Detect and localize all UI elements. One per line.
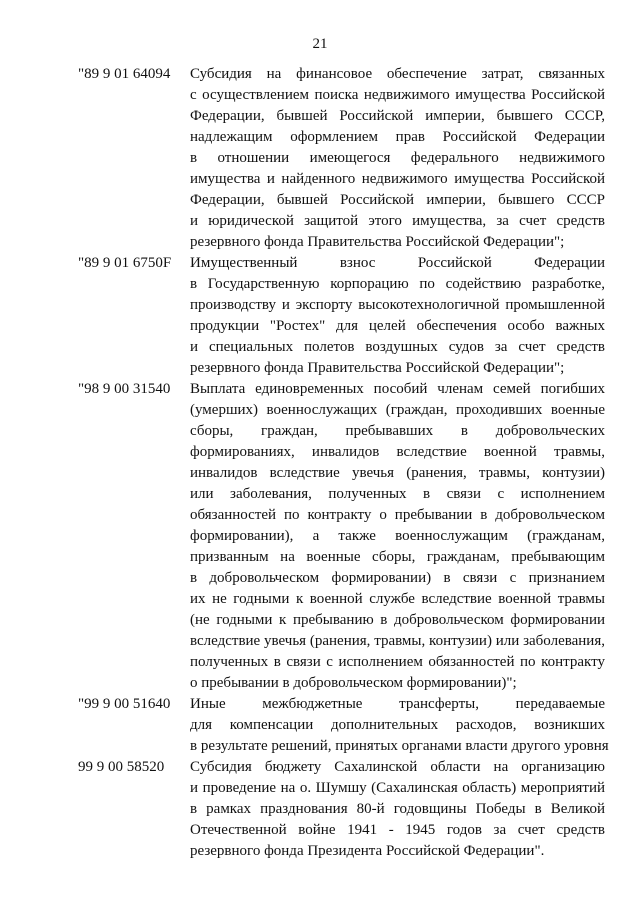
description-line: в результате решений, принятых органами власти другого уровня [190, 738, 609, 754]
page-number: 21 [312, 36, 328, 52]
budget-description [190, 253, 605, 379]
description-line: вследствие увечья (ранения, травмы, контузии) или заболевания, [190, 633, 605, 649]
description-line: или заболевания, полученных в связи с исполнением [190, 486, 605, 502]
budget-code: "89 9 01 64094 [78, 66, 171, 82]
description-line: в отношении имеющегося федерального недвижимого [190, 150, 605, 166]
description-line: в рамках празднования 80-й годовщины Победы в Великой [190, 801, 605, 817]
description-line: обязанностей по контракту о пребывании в добровольческом [190, 507, 605, 523]
budget-entry [78, 694, 610, 757]
description-line: резервного фонда Президента Российской Федерации". [190, 843, 545, 859]
budget-entry [78, 64, 610, 253]
description-line: с осуществлением поиска недвижимого имущества Российской [190, 87, 605, 103]
description-line: резервного фонда Правительства Российской Федерации"; [190, 234, 565, 250]
budget-description [190, 64, 605, 253]
description-line: и проведение на о. Шумшу (Сахалинская область) мероприятий [190, 780, 605, 796]
description-line: в Государственную корпорацию по содействию разработке, [190, 276, 605, 292]
description-line: их не годными к военной службе вследствие военной травмы [190, 591, 605, 607]
budget-entry [78, 253, 610, 379]
description-line: продукции "Ростех" для целей обеспечения особо важных [190, 318, 605, 334]
description-line: и специальных полетов воздушных судов за счет средств [190, 339, 605, 355]
description-line: Субсидия на финансовое обеспечение затрат, связанных [190, 66, 605, 82]
budget-entry [78, 757, 610, 862]
description-line: формировании), а также военнослужащим (гражданам, [190, 528, 605, 544]
description-line: Субсидия бюджету Сахалинской области на организацию [190, 759, 605, 775]
budget-description [190, 757, 605, 862]
description-line: призванным на военные сборы, гражданам, пребывающим [190, 549, 605, 565]
description-line: Федерации, бывшей Российской империи, бывшего СССР, [190, 108, 605, 124]
description-line: сборы, граждан, пребывавших в добровольческих [190, 423, 605, 439]
description-line: Иные межбюджетные трансферты, передаваемые [190, 696, 605, 712]
description-line: Федерации, бывшей Российской империи, бывшего СССР [190, 192, 605, 208]
budget-code: "99 9 00 51640 [78, 696, 171, 712]
budget-code-list [78, 64, 610, 862]
description-line: полученных в связи с исполнением обязанностей по контракту [190, 654, 605, 670]
description-line: (умерших) военнослужащих (граждан, проходивших военные [190, 402, 605, 418]
budget-code: "89 9 01 6750F [78, 255, 172, 271]
description-line: о пребывании в добровольческом формировании)"; [190, 675, 517, 691]
description-line: для компенсации дополнительных расходов, возникших [190, 717, 605, 733]
description-line: инвалидов вследствие увечья (ранения, травмы, контузии) [190, 465, 605, 481]
description-line: и юридической защитой этого имущества, за счет средств [190, 213, 605, 229]
description-line: Выплата единовременных пособий членам семей погибших [190, 381, 605, 397]
description-line: Имущественный взнос Российской Федерации [190, 255, 605, 271]
description-line: Отечественной войне 1941 - 1945 годов за счет средств [190, 822, 605, 838]
description-line: резервного фонда Правительства Российской Федерации"; [190, 360, 565, 376]
budget-description [190, 694, 609, 757]
description-line: надлежащим оформлением прав Российской Федерации [190, 129, 605, 145]
description-line: формированиях, инвалидов вследствие военной травмы, [190, 444, 605, 460]
budget-entry [78, 379, 610, 694]
description-line: в добровольческом формировании) в связи с признанием [190, 570, 605, 586]
budget-code: "98 9 00 31540 [78, 381, 171, 397]
budget-description [190, 379, 605, 694]
description-line: (не годными к пребыванию в добровольческом формировании [190, 612, 605, 628]
description-line: производству и экспорту высокотехнологичной промышленной [190, 297, 605, 313]
description-line: имущества и найденного недвижимого имущества Российской [190, 171, 605, 187]
budget-code: 99 9 00 58520 [78, 759, 165, 775]
